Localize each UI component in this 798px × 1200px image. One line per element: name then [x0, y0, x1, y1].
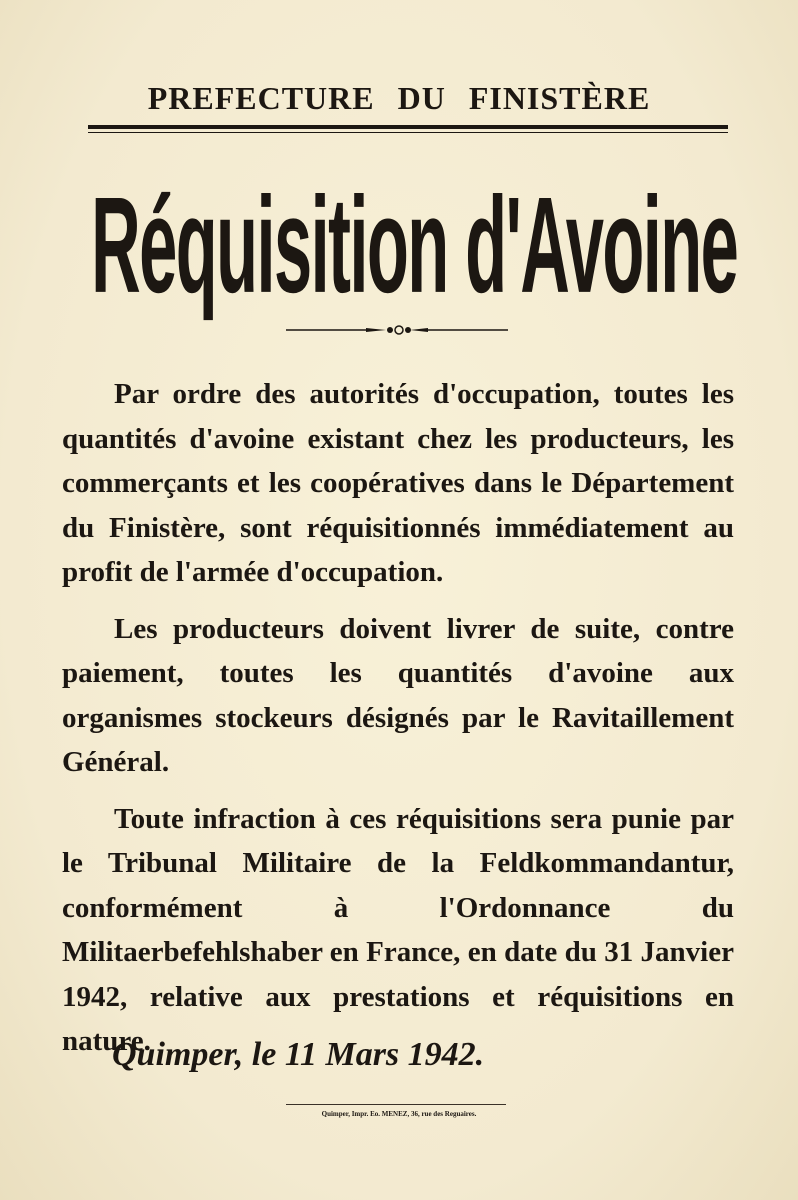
printer-imprint: Quimper, Impr. Eo. MENEZ, 36, rue des Reguaires. [321, 1110, 477, 1118]
prefecture-header: PREFECTURE DU FINISTÈRE [147, 80, 651, 116]
proclamation-body [62, 372, 734, 1076]
paragraph-delivery: Les producteurs doivent livrer de suite, contre paiement, toutes les quantités d'avoine aux organismes stockeurs désignés par le Ravitaillement Général. [62, 612, 734, 778]
paragraph-penalty: Toute infraction à ces réquisitions sera punie par le Tribunal Militaire de la Feldkommandantur, conformément à l'Ordonnance du Militaerbefehlshaber en France, en date du 31 Janvier 1942, relative aux prestations et réquisitions en nature. [62, 802, 734, 1057]
imprint-rule [286, 1104, 506, 1105]
poster-title: Réquisition d'Avoine [91, 167, 738, 322]
header-rule-thin [88, 132, 728, 133]
header-rule-thick [88, 125, 728, 129]
ornament-divider-icon [286, 322, 508, 338]
title-block [0, 158, 798, 328]
place-date-signature: Quimper, le 11 Mars 1942. [112, 1036, 485, 1073]
paragraph-requisition: Par ordre des autorités d'occupation, toutes les quantités d'avoine existant chez les producteurs, les commerçants et les coopératives dans le Département du Finistère, sont réquisitionnés immédiatement au profit de l'armée d'occupation. [62, 378, 734, 588]
